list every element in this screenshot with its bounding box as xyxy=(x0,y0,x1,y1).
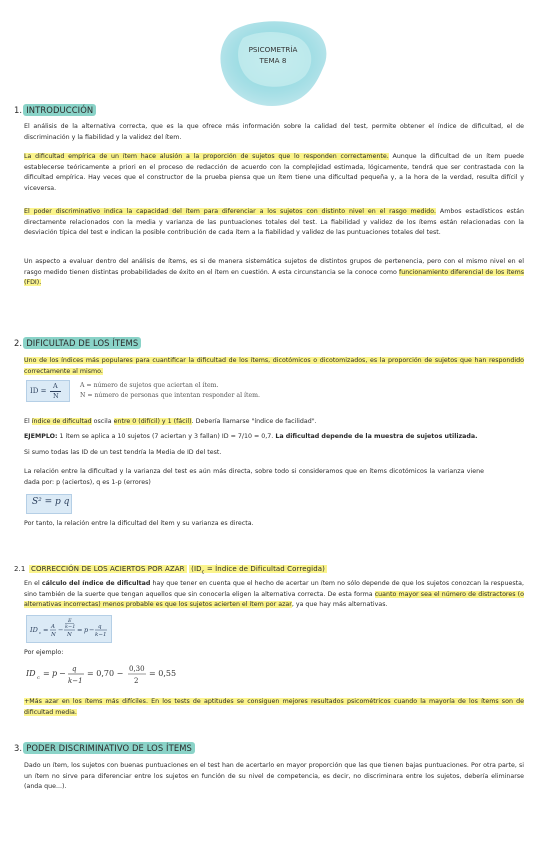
s21-p1-a: En el xyxy=(24,580,42,587)
s21-extra-1: (ID xyxy=(191,565,202,573)
section-1-para-1 xyxy=(24,122,524,143)
section-3-title: PODER DISCRIMINATIVO DE LOS ÍTEMS xyxy=(23,742,195,754)
svg-text:=: = xyxy=(43,669,50,678)
s1-p1-text: El análisis de la alternativa correcta, que es la que ofrece más información sobre la calidad del test, permite obtener el índice de dificultad, el de discriminación y la fiabilidad y la validez del ítem. xyxy=(24,123,524,141)
difficulty-formula-lhs: ID = xyxy=(30,387,47,395)
section-1-para-2 xyxy=(24,152,524,194)
section-21-heading xyxy=(14,565,327,575)
svg-text:= 0,55: = 0,55 xyxy=(149,669,177,678)
s21-extra-2: = Índice de Dificultad Corregida) xyxy=(204,565,325,573)
s2-p2-hl2: entre 0 (difícil) y 1 (fácil) xyxy=(113,418,192,425)
header-title-line2: TEMA 8 xyxy=(259,56,287,65)
svg-text:ID: ID xyxy=(26,669,36,678)
header-title xyxy=(213,44,333,66)
variance-formula xyxy=(26,494,72,514)
legend-a: A = número de sujetos que aciertan el ítem. xyxy=(80,382,219,389)
s21-p1-hl: cuanto mayor sea el número de distractores (o alternativas incorrectas) menos probable es que los sujetos acierten el ítem por azar xyxy=(24,590,524,609)
s2-p1-highlight: Uno de los índices más populares para cuantificar la dificultad de los ítems, dicotómicos o dicotomizados, es la proporción de sujetos que han respondido correctamente al mismo. xyxy=(24,357,524,375)
svg-text:N: N xyxy=(51,632,56,638)
svg-text:c: c xyxy=(39,630,42,635)
s2-p2-hl1: índice de dificultad xyxy=(31,418,92,425)
s2-p2-b: oscila xyxy=(91,418,114,425)
s2-p3-bold2: La dificultad depende de la muestra de sujetos utilizada. xyxy=(275,433,478,440)
corrected-formula-graphic xyxy=(27,616,111,642)
svg-text:=: = xyxy=(77,626,83,634)
section-3-number: 3. xyxy=(14,743,23,753)
corrected-formula xyxy=(26,615,112,643)
section-1-para-3 xyxy=(24,207,524,239)
header-title-line1: PSICOMETRÍA xyxy=(248,45,298,54)
section-2-heading xyxy=(14,338,141,348)
svg-text:p: p xyxy=(84,626,89,634)
ejemplo-formula xyxy=(26,661,186,687)
svg-text:= 0,70 −: = 0,70 − xyxy=(87,669,124,678)
svg-text:q: q xyxy=(98,624,102,630)
svg-text:c: c xyxy=(37,675,40,681)
s2-p2-a: El xyxy=(24,418,32,425)
s1-p4-text: Un aspecto a evaluar dentro del análisis de ítems, es si de manera sistemática sujetos de distintos grupos de pertenencia, pero con el mismo nivel en el rasgo medido tienen distintas probabilidades de éxito en el ítem en cuestión. A esta circunstancia se la conoce como xyxy=(24,258,524,276)
s1-p2-text: Aunque la dificultad de un ítem puede establecerse teóricamente a priori en el proceso de redacción de acuerdo con la complejidad estimada, lógicamente, tendrá que ser contrastada con la dificultad empírica. Hay veces que el constructor de la prueba piensa que un ítem tiene una dificultad pequeña y, a la hora de la verdad, resulta difícil y viceversa. xyxy=(24,153,524,192)
variance-formula-text: S² = p q xyxy=(32,497,70,507)
s3-p1: Dado un ítem, los sujetos con buenas puntuaciones en el test han de acertarlo en mayor proporción que las que tienen bajas puntuaciones. Por otra parte, si un ítem no sirve para diferenciar entre los sujetos en función de su nivel de competencia, es decir, no discriminara entre los sujetos, debería eliminarse (anda que...). xyxy=(24,762,524,791)
section-2-para-6 xyxy=(24,519,524,530)
section-21-title-extra xyxy=(189,565,327,576)
legend-n: N = número de personas que intentan responder al ítem. xyxy=(80,392,260,399)
section-21-number: 2.1 xyxy=(14,565,26,573)
svg-text:−: − xyxy=(58,626,64,634)
svg-text:=: = xyxy=(43,626,49,634)
section-2-para-1 xyxy=(24,356,524,377)
s2-p2-c: . Debería llamarse "índice de facilidad". xyxy=(191,418,317,425)
svg-text:E: E xyxy=(68,618,72,624)
s21-p1-d: , ya que hay más alternativas. xyxy=(291,601,388,609)
section-2-para-4 xyxy=(24,448,524,459)
s21-ejemplo-label: Por ejemplo: xyxy=(24,649,64,656)
section-1-para-4 xyxy=(24,257,524,289)
s1-p3-highlight: El poder discriminativo indica la capacidad del ítem para diferenciar a los sujetos con distinto nivel en el rasgo medido. xyxy=(24,208,437,215)
s1-p4-highlight: funcionamiento diferencial de los ítems (FDI). xyxy=(24,268,524,287)
section-1-number: 1. xyxy=(14,105,23,115)
s21-extra-sub: c xyxy=(201,569,205,576)
s2-p3-bold: EJEMPLO: xyxy=(24,433,58,440)
svg-text:q: q xyxy=(72,665,77,673)
s1-p2-highlight: La dificultad empírica de un ítem hace alusión a la proporción de sujetos que lo responden correctamente. xyxy=(24,153,389,160)
s21-p1-c: hay que tener en cuenta que el hecho de acertar un ítem no sólo depende de que los sujetos conozcan la respuesta, sino también de la suerte que tengan aquellos que sin conocerla eligen la alternativa correcta. De esta forma xyxy=(24,580,524,598)
section-1-title: INTRODUCCIÓN xyxy=(23,104,96,116)
s21-p1-b: cálculo del índice de dificultad xyxy=(41,580,151,587)
svg-text:−: − xyxy=(89,626,95,634)
s2-p4: Si sumo todas las ID de un test tendría la Media de ID del test. xyxy=(24,449,222,456)
difficulty-legend xyxy=(80,381,260,401)
svg-text:A: A xyxy=(51,624,55,630)
section-2-para-2 xyxy=(24,417,524,428)
svg-text:2: 2 xyxy=(134,677,139,685)
section-3-heading xyxy=(14,743,195,753)
s21-p2-hl: +Más azar en los ítems más difíciles. En los tests de aptitudes se consiguen mejores resultados psicométricos cuando la mayoría de los ítems son de dificultad media. xyxy=(24,698,524,716)
section-21-para-1 xyxy=(24,579,524,611)
section-21-title: CORRECCIÓN DE LOS ACIERTOS POR AZAR xyxy=(30,565,185,573)
s2-p5: La relación entre la dificultad y la varianza del test es aún más directa, sobre todo si consideramos que en ítems dicotómicos la varianza viene dada por: p (aciertos), q es 1-p (errores) xyxy=(24,468,484,486)
difficulty-formula-den: N xyxy=(53,392,59,400)
s2-p6: Por tanto, la relación entre la dificultad del ítem y su varianza es directa. xyxy=(24,520,254,527)
section-2-para-5 xyxy=(24,467,484,488)
svg-text:N: N xyxy=(67,632,72,638)
svg-text:k−1: k−1 xyxy=(65,624,76,630)
svg-text:0,30: 0,30 xyxy=(129,665,145,673)
section-21-ejemplo-label xyxy=(24,648,63,659)
s1-p3-text: Ambos estadísticos están directamente relacionados con la media y varianza de las puntuaciones totales del test. La fiabilidad y validez de los ítems están relacionadas con la desviación típica del test e indican la posible contribución de cada ítem a la fiabilidad y validez de las puntuaciones totales del test. xyxy=(24,208,524,237)
section-2-number: 2. xyxy=(14,338,23,348)
difficulty-formula xyxy=(26,380,70,402)
section-1-heading xyxy=(14,105,96,115)
section-2-title: DIFICULTAD DE LOS ÍTEMS xyxy=(23,337,141,349)
difficulty-formula-num: A xyxy=(53,382,58,390)
svg-text:−: − xyxy=(59,669,66,678)
svg-text:p: p xyxy=(52,669,58,678)
svg-text:k−1: k−1 xyxy=(95,632,107,638)
section-21-para-2 xyxy=(24,697,524,718)
svg-text:ID: ID xyxy=(30,626,38,634)
s2-p3-a: 1 ítem se aplica a 10 sujetos (7 aciertan y 3 fallan) ID = 7/10 = 0,7. xyxy=(57,433,276,440)
ejemplo-formula-graphic xyxy=(26,661,186,687)
svg-text:k−1: k−1 xyxy=(68,677,83,685)
section-2-para-3 xyxy=(24,432,524,443)
section-3-para-1 xyxy=(24,761,524,793)
